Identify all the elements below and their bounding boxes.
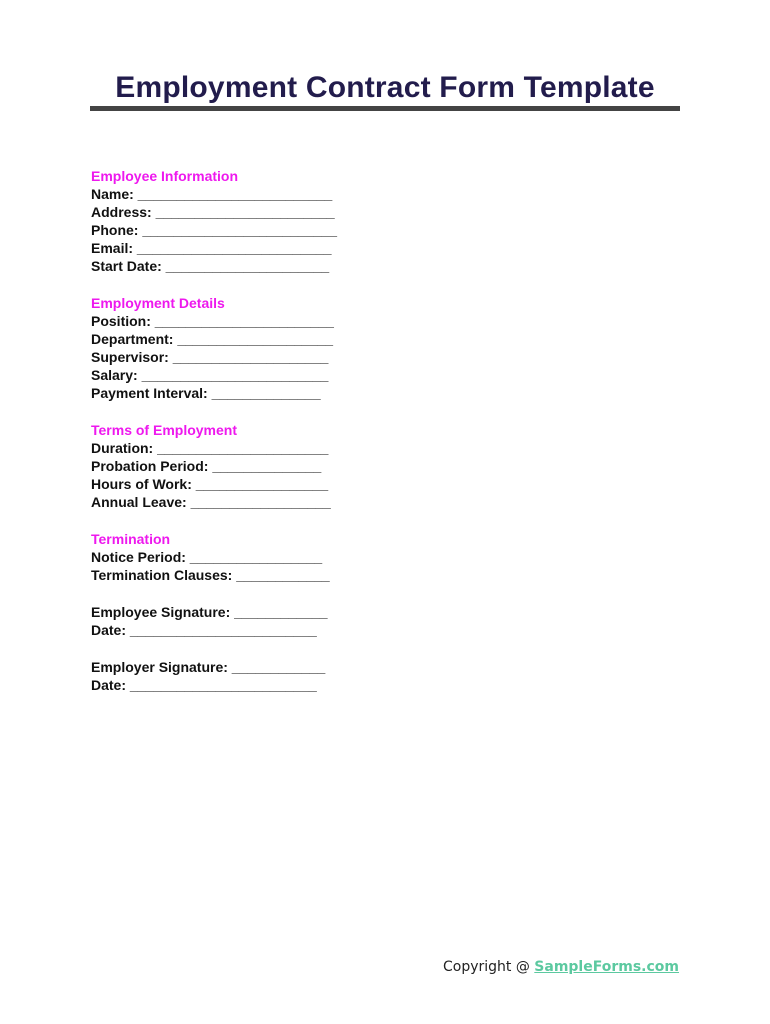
employee-date-field[interactable]: Date: ________________________ bbox=[91, 622, 317, 638]
title-underline bbox=[90, 106, 680, 111]
section-heading: Employee Information bbox=[91, 168, 239, 184]
sampleforms-link[interactable]: SampleForms.com bbox=[534, 959, 679, 975]
probation-period-field[interactable]: Probation Period: ______________ bbox=[91, 458, 322, 474]
employer-signature-field[interactable]: Employer Signature: ____________ bbox=[91, 659, 326, 675]
duration-field[interactable]: Duration: ______________________ bbox=[91, 440, 329, 456]
name-field[interactable]: Name: _________________________ bbox=[91, 186, 333, 202]
section-employment-details bbox=[91, 294, 491, 402]
employee-signature-block bbox=[91, 603, 491, 639]
section-heading: Employment Details bbox=[91, 295, 225, 311]
contract-form bbox=[91, 167, 491, 713]
section-heading: Termination bbox=[91, 531, 171, 547]
annual-leave-field[interactable]: Annual Leave: __________________ bbox=[91, 494, 331, 510]
notice-period-field[interactable]: Notice Period: _________________ bbox=[91, 549, 323, 565]
section-termination bbox=[91, 530, 491, 584]
position-field[interactable]: Position: _______________________ bbox=[91, 313, 334, 329]
address-field[interactable]: Address: _______________________ bbox=[91, 204, 335, 220]
payment-interval-field[interactable]: Payment Interval: ______________ bbox=[91, 385, 321, 401]
department-field[interactable]: Department: ____________________ bbox=[91, 331, 334, 347]
start-date-field[interactable]: Start Date: _____________________ bbox=[91, 258, 330, 274]
phone-field[interactable]: Phone: _________________________ bbox=[91, 222, 337, 238]
email-field[interactable]: Email: _________________________ bbox=[91, 240, 332, 256]
page-title: Employment Contract Form Template bbox=[115, 71, 655, 104]
copyright-text: Copyright @ bbox=[442, 959, 535, 975]
employer-date-field[interactable]: Date: ________________________ bbox=[91, 677, 317, 693]
section-heading: Terms of Employment bbox=[91, 422, 237, 438]
section-terms-of-employment bbox=[91, 421, 491, 511]
copyright-footer bbox=[443, 958, 679, 976]
supervisor-field[interactable]: Supervisor: ____________________ bbox=[91, 349, 329, 365]
employee-signature-field[interactable]: Employee Signature: ____________ bbox=[91, 604, 328, 620]
section-employee-information bbox=[91, 167, 491, 275]
employer-signature-block bbox=[91, 658, 491, 694]
hours-of-work-field[interactable]: Hours of Work: _________________ bbox=[91, 476, 329, 492]
salary-field[interactable]: Salary: ________________________ bbox=[91, 367, 329, 383]
termination-clauses-field[interactable]: Termination Clauses: ____________ bbox=[91, 567, 330, 583]
